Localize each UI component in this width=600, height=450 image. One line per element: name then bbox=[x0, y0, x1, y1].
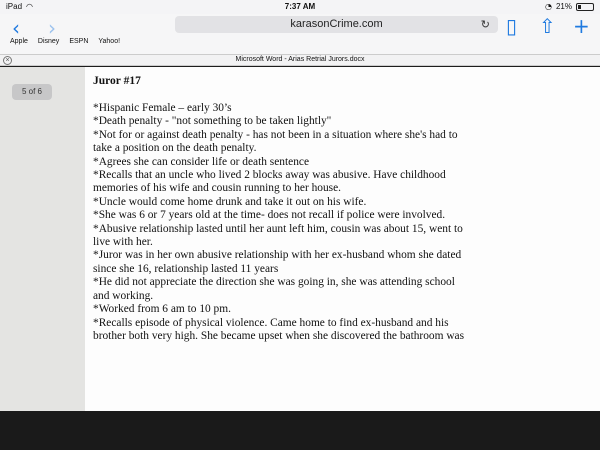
close-icon[interactable]: × bbox=[3, 56, 12, 65]
document-line: take a position on the death penalty. bbox=[93, 142, 257, 155]
bookmark-item[interactable]: ESPN bbox=[69, 38, 89, 45]
background-region bbox=[0, 411, 600, 450]
bookmark-item[interactable]: Apple bbox=[10, 38, 28, 45]
status-bar bbox=[0, 0, 600, 14]
juror-heading: Juror #17 bbox=[93, 75, 141, 87]
document-body bbox=[93, 102, 593, 343]
sync-icon: ◔ bbox=[545, 2, 552, 11]
battery-icon bbox=[576, 3, 594, 11]
document-line: brother both very high. She became upset when she discovered the bathroom was bbox=[93, 329, 465, 342]
bookmarks-bar bbox=[10, 38, 120, 45]
browser-toolbar bbox=[0, 14, 600, 54]
book-icon[interactable]: ▯ bbox=[506, 14, 518, 38]
plus-icon[interactable]: + bbox=[573, 14, 590, 38]
document-line: *Uncle would come home drunk and take it out on his wife. bbox=[93, 195, 367, 208]
document-title-bar bbox=[0, 54, 600, 66]
document-title: Microsoft Word - Arias Retrial Jurors.docx bbox=[235, 56, 365, 63]
document-line: *Worked from 6 am to 10 pm. bbox=[93, 303, 231, 316]
document-line: *She was 6 or 7 years old at the time- does not recall if police were involved. bbox=[93, 209, 446, 222]
document-line: *Abusive relationship lasted until her aunt left him, cousin was about 15, went to bbox=[93, 222, 463, 235]
bookmark-item[interactable]: Yahoo! bbox=[98, 38, 121, 45]
status-time: 7:37 AM bbox=[284, 2, 316, 11]
battery-fill bbox=[578, 5, 581, 9]
document-page bbox=[85, 67, 600, 411]
document-line: *He did not appreciate the direction she was going in, she was attending school bbox=[93, 276, 455, 289]
document-line: memories of his wife and cousin running to her house. bbox=[93, 182, 342, 195]
document-line: *Recalls that an uncle who lived 2 blocks away was abusive. Have childhood bbox=[93, 169, 446, 182]
document-line: since she 16, relationship lasted 11 years bbox=[93, 262, 279, 275]
document-line: live with her. bbox=[93, 236, 153, 249]
document-line: *Death penalty - "not something to be taken lightly" bbox=[93, 115, 332, 128]
document-line: *Agrees she can consider life or death sentence bbox=[93, 155, 310, 168]
share-icon[interactable]: ⇧ bbox=[539, 14, 556, 38]
battery-percent: 21% bbox=[555, 2, 572, 11]
document-line: and working. bbox=[93, 289, 154, 302]
wifi-icon: ◠ bbox=[26, 2, 33, 11]
document-line: *Not for or against death penalty - has not been in a situation where she's had to bbox=[93, 128, 458, 141]
back-icon[interactable]: ‹ bbox=[12, 16, 20, 40]
page-indicator: 5 of 6 bbox=[12, 84, 52, 100]
bookmark-item[interactable]: Disney bbox=[37, 38, 60, 45]
document-line: *Hispanic Female – early 30’s bbox=[93, 102, 232, 114]
document-line: *Juror was in her own abusive relationship with her ex-husband whom she dated bbox=[93, 249, 462, 262]
reload-icon[interactable]: ↻ bbox=[480, 18, 490, 31]
address-bar[interactable] bbox=[175, 16, 498, 33]
url-text: karasonCrime.com bbox=[290, 18, 383, 30]
document-viewer[interactable] bbox=[0, 67, 600, 411]
forward-icon[interactable]: › bbox=[48, 16, 56, 40]
status-right bbox=[545, 2, 594, 11]
device-name: iPad bbox=[6, 2, 23, 11]
document-line: *Recalls episode of physical violence. Came home to find ex-husband and his bbox=[93, 316, 449, 329]
